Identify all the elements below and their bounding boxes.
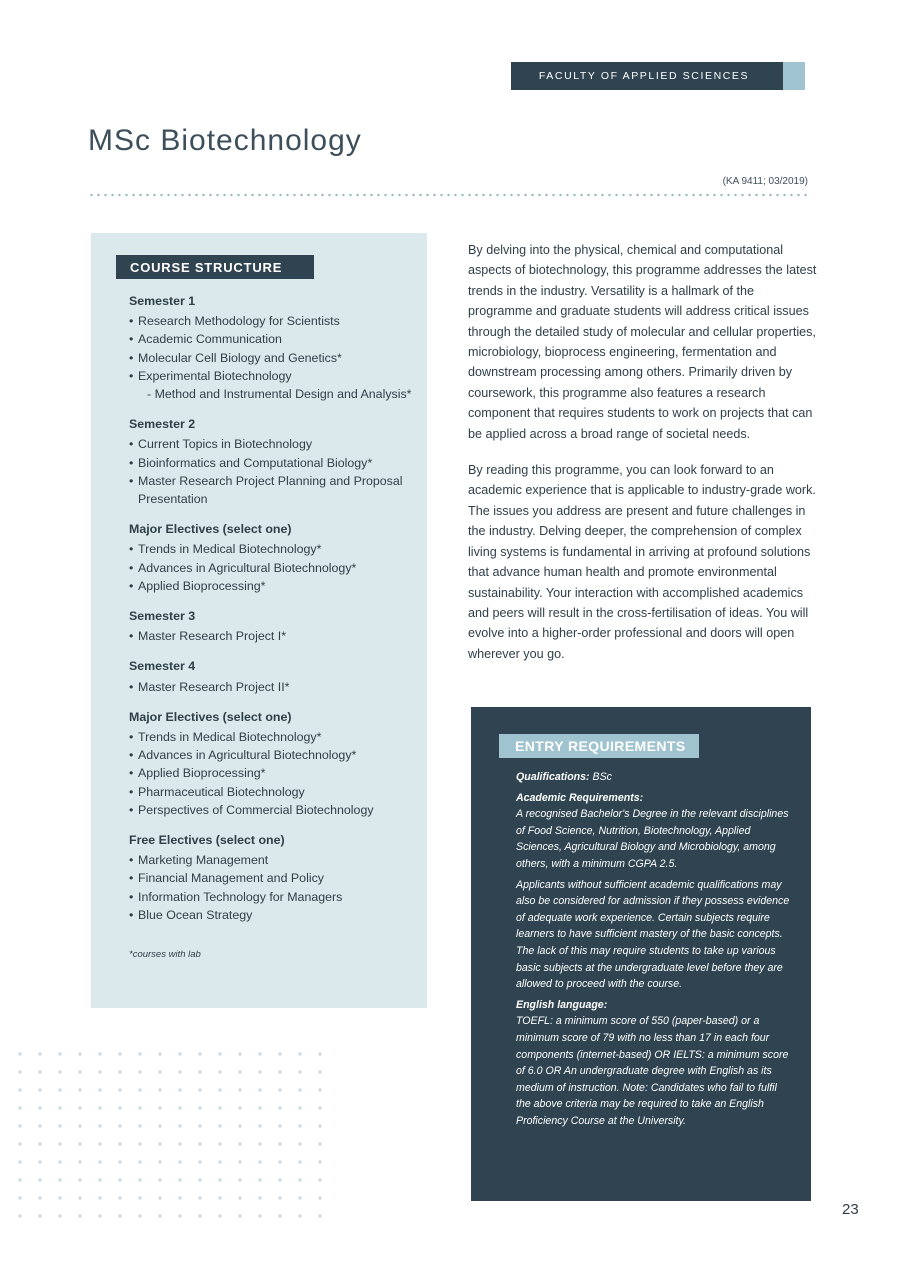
course-item: • Master Research Project I* (129, 627, 419, 645)
alternative-admission-text: Applicants without sufficient academic qualifications may also be considered for admission if they possess evidence of adequate work experience. Certain subjects require learners to have sufficient mastery of the basic concepts. The lack of this may require students to take up various basic subjects at the undergraduate level before they are allowed to proceed with the course. (516, 878, 790, 991)
course-item: • Applied Bioprocessing* (129, 764, 419, 782)
course-item: • Advances in Agricultural Biotechnology* (129, 559, 419, 577)
course-section-title: Semester 4 (129, 659, 196, 674)
entry-requirements-content (516, 769, 791, 1129)
qualifications-value: BSc (592, 771, 612, 783)
faculty-banner-accent (783, 62, 805, 90)
qualifications-line (516, 769, 791, 786)
course-item: • Trends in Medical Biotechnology* (129, 728, 419, 746)
course-structure-heading: COURSE STRUCTURE (116, 255, 314, 279)
course-item: • Bioinformatics and Computational Biology* (129, 454, 419, 472)
course-item: • Current Topics in Biotechnology (129, 435, 419, 453)
course-item: • Research Methodology for Scientists (129, 312, 419, 330)
course-section-title: Major Electives (select one) (129, 522, 292, 537)
english-language-label: English language: (516, 998, 608, 1011)
academic-requirements-text: A recognised Bachelor's Degree in the relevant disciplines of Food Science, Nutrition, Biotechnology, Applied Sciences, Agricultural Biology and Microbiology, among others, with a minimum CGPA 2.5. (516, 808, 789, 870)
course-structure-list (129, 292, 419, 964)
decorative-dot-grid (10, 1045, 326, 1219)
entry-requirements-heading: ENTRY REQUIREMENTS (499, 734, 699, 758)
course-item: • Financial Management and Policy (129, 869, 419, 887)
course-section-title: Semester 2 (129, 417, 196, 432)
entry-requirements-panel (471, 707, 811, 1201)
academic-requirements-label: Academic Requirements: (516, 791, 644, 804)
course-item: • Applied Bioprocessing* (129, 577, 419, 595)
course-section-title: Major Electives (select one) (129, 709, 292, 724)
faculty-label: FACULTY OF APPLIED SCIENCES (538, 70, 750, 82)
page-title: MSc Biotechnology (88, 124, 362, 157)
dotted-divider (88, 193, 808, 197)
course-item: • Pharmaceutical Biotechnology (129, 783, 419, 801)
programme-description (468, 240, 818, 680)
course-item: • Experimental Biotechnology (129, 367, 419, 385)
course-item: • Perspectives of Commercial Biotechnology (129, 801, 419, 819)
course-item: • Molecular Cell Biology and Genetics* (129, 349, 419, 367)
course-item: • Master Research Project Planning and Proposal Presentation (129, 472, 419, 508)
course-item: • Marketing Management (129, 851, 419, 869)
faculty-banner (511, 62, 805, 90)
course-item: • Blue Ocean Strategy (129, 906, 419, 924)
course-section-title: Free Electives (select one) (129, 833, 285, 848)
qualifications-label: Qualifications: (516, 771, 590, 783)
course-section-title: Semester 1 (129, 294, 196, 308)
course-item: • Information Technology for Managers (129, 888, 419, 906)
course-section-title: Semester 3 (129, 609, 196, 624)
course-sub-item: - Method and Instrumental Design and Analysis* (129, 385, 419, 403)
course-structure-panel (91, 233, 427, 1008)
course-item: • Advances in Agricultural Biotechnology* (129, 746, 419, 764)
description-paragraph: By reading this programme, you can look forward to an academic experience that is applicable to industry-grade work. The issues you address are present and future challenges in the industry. Delving deeper, the comprehension of complex living systems is fundamental in arriving at profound solutions that advance human health and promote environmental sustainability. Your interaction with accomplished academics and peers will result in the cross-fertilisation of ideas. You will evolve into a higher-order professional and doors will open wherever you go. (468, 463, 816, 661)
page-number: 23 (842, 1201, 859, 1218)
lab-footnote: *courses with lab (129, 949, 201, 961)
course-item: • Academic Communication (129, 330, 419, 348)
course-item: • Trends in Medical Biotechnology* (129, 540, 419, 558)
programme-reference-code: (KA 9411; 03/2019) (722, 176, 808, 187)
course-item: • Master Research Project II* (129, 678, 419, 696)
description-paragraph: By delving into the physical, chemical and computational aspects of biotechnology, this programme addresses the latest trends in the industry. Versatility is a hallmark of the programme and graduate students will address critical issues through the detailed study of molecular and cellular properties, microbiology, bioprocess engineering, fermentation and downstream processing among others. Primarily driven by coursework, this programme also features a research component that requires students to work on projects that can be applied across a broad range of societal needs. (468, 243, 817, 441)
english-language-text: TOEFL: a minimum score of 550 (paper-based) or a minimum score of 79 with no less than 17 in each four components (internet-based) OR IELTS: a minimum score of 6.0 OR An undergraduate degree with English as its medium of instruction. Note: Candidates who fail to fulfil the above criteria may be required to take an English Proficiency Course at the University. (516, 1015, 789, 1127)
